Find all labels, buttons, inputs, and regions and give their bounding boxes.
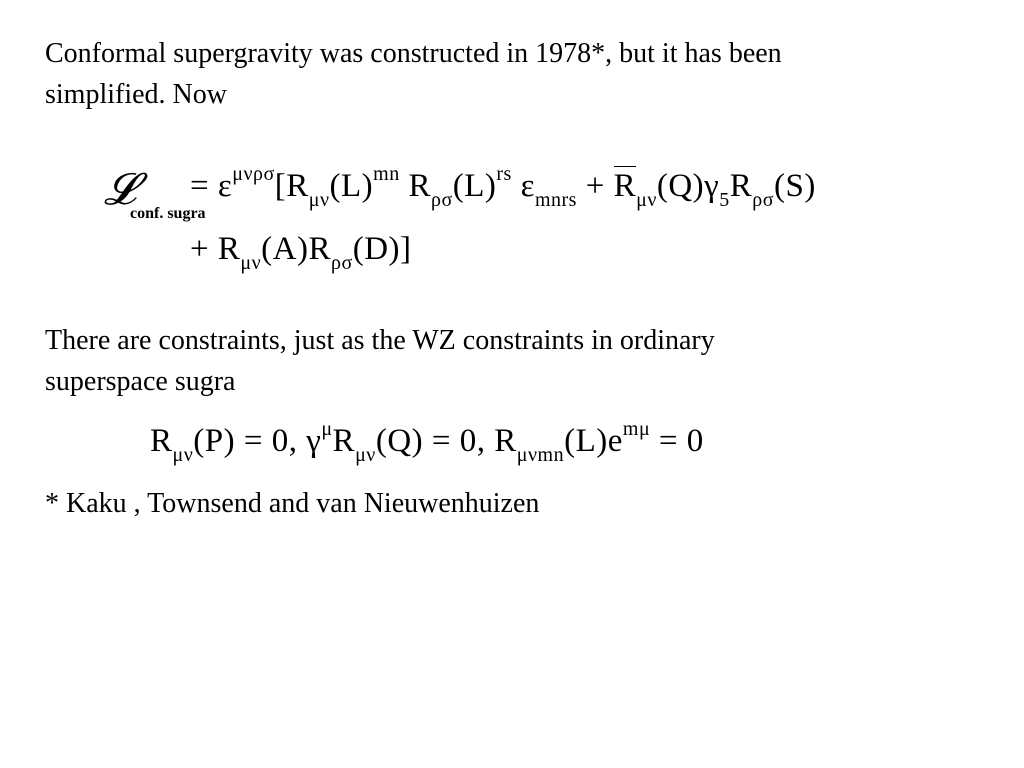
c-eq-zero: = 0 — [650, 423, 704, 459]
sub-munu-2: μν — [636, 189, 657, 211]
constraints-paragraph — [45, 320, 975, 402]
lagrangian-line-1 — [190, 163, 816, 211]
S-term: (S) — [774, 168, 816, 204]
c-sup-mu: μ — [321, 418, 333, 440]
sup-rs: rs — [496, 163, 512, 185]
R-2: R — [399, 168, 431, 204]
R-bar: R — [613, 168, 637, 204]
c-R-2: R — [332, 423, 356, 459]
sub-rhosigma-1: ρσ — [430, 189, 453, 211]
constraints-equation — [150, 418, 704, 466]
L-1: (L) — [329, 168, 374, 204]
constraints-line-2: superspace sugra — [45, 366, 236, 397]
intro-line-2: simplified. Now — [45, 79, 227, 110]
c-sub-munumn: μνmn — [516, 444, 565, 466]
sub-mnrs: mnrs — [534, 189, 577, 211]
plus-1: + — [576, 168, 614, 204]
c-L-e: (L)e — [564, 423, 623, 459]
sub-munu-1: μν — [308, 189, 330, 211]
Q-gamma: (Q)γ — [656, 168, 720, 204]
sub-munu-3: μν — [240, 252, 262, 274]
eq-eps: = ε — [190, 168, 233, 204]
lagrangian-line-2 — [190, 230, 412, 274]
c-sub-munu-2: μν — [355, 444, 376, 466]
L-2: (L) — [452, 168, 497, 204]
bracket-R: [R — [274, 168, 309, 204]
A-R: (A)R — [261, 231, 331, 267]
constraints-line-1: There are constraints, just as the WZ constraints in ordinary — [45, 325, 715, 356]
sup-munurhosigma: μνρσ — [232, 163, 275, 185]
sup-mn: mn — [373, 163, 400, 185]
c-R: R — [150, 423, 173, 459]
intro-paragraph — [45, 33, 975, 115]
c-sub-munu-1: μν — [172, 444, 194, 466]
R-3: R — [729, 168, 753, 204]
c-Q-R: (Q) = 0, R — [375, 423, 517, 459]
epsilon-2: ε — [511, 168, 535, 204]
sub-rhosigma-2: ρσ — [752, 189, 775, 211]
footnote: * Kaku , Townsend and van Nieuwenhuizen — [45, 488, 540, 519]
intro-line-1: Conformal supergravity was constructed in 1978*, but it has been — [45, 38, 782, 69]
sub-rhosigma-3: ρσ — [330, 252, 353, 274]
c-P-gamma: (P) = 0, γ — [193, 423, 322, 459]
lagrangian-subscript: conf. sugra — [130, 205, 206, 222]
plus-R: + R — [190, 231, 241, 267]
D-term: (D)] — [352, 231, 412, 267]
sub-5: 5 — [719, 189, 730, 211]
c-sup-mmu: mμ — [622, 418, 651, 440]
lagrangian-symbol: 𝓛 — [104, 164, 136, 215]
